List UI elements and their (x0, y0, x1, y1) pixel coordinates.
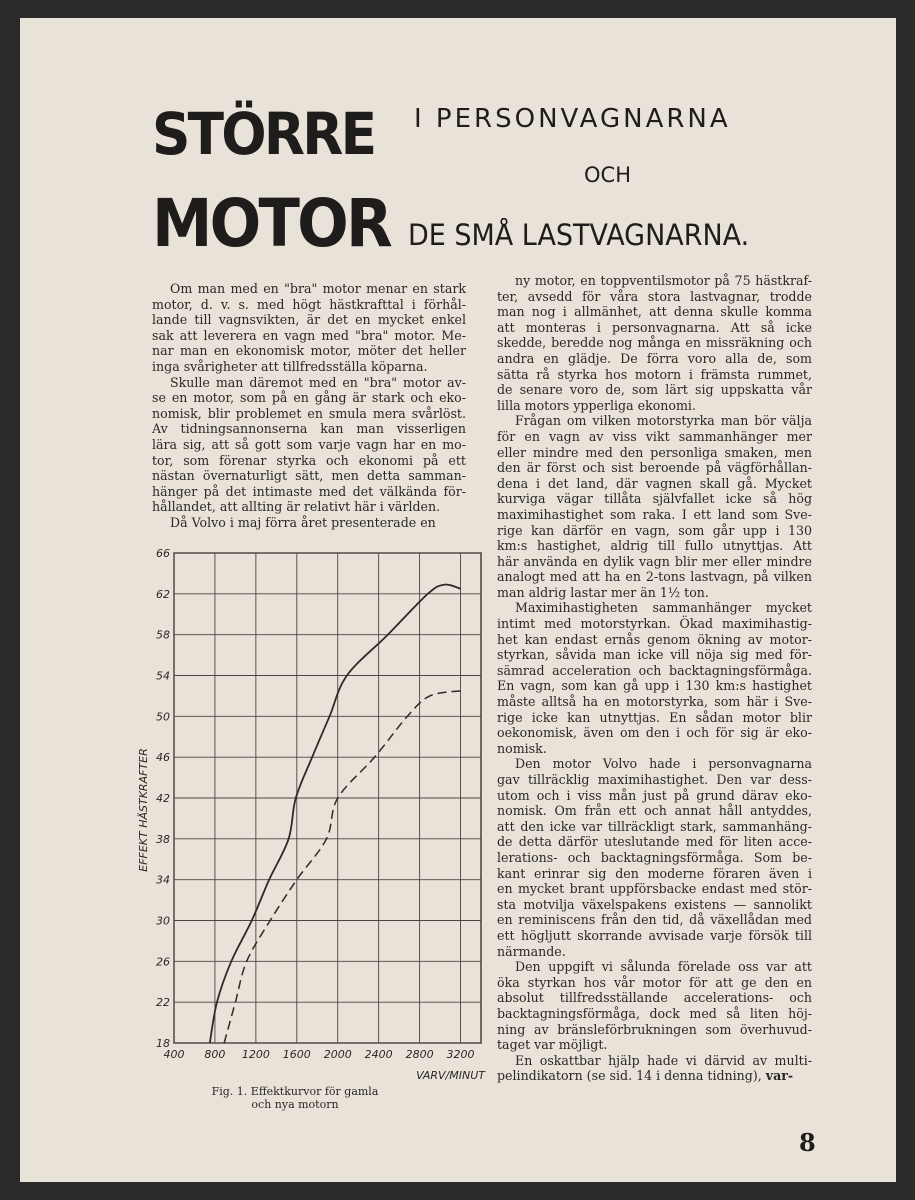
text-line: pelindikatorn (se sid. 14 i denna tidning), var- (497, 1068, 794, 1084)
text-line: tor, som förenar styrka och ekonomi på ett (152, 452, 466, 468)
text-line: rige kan därför en vagn, som går upp i 130 (497, 522, 812, 538)
text-line: Maximihastigheten sammanhänger mycket (515, 600, 812, 616)
headline-lastvagnarna: DE SMÅ LASTVAGNARNA. (408, 218, 750, 252)
y-tick-label: 30 (156, 914, 170, 928)
text-line: ning av bränsleförbrukningen som överhuvud- (497, 1021, 812, 1037)
text-line: lande till vagnsvikten, är det en mycket enkel (152, 312, 466, 328)
text-line: en reminiscens från den tid, då växellådan med (497, 912, 812, 928)
text-line: nästan övernaturligt sätt, men detta samman- (152, 468, 466, 484)
x-tick-label: 1600 (282, 1048, 311, 1061)
text-line: intimt med motorstyrkan. Ökad maximihastig- (497, 616, 812, 632)
text-line: nar man en ekonomisk motor, möter det heller (152, 343, 466, 359)
text-line: ett högljutt skorrande avvisade varje försök till (497, 927, 812, 943)
text-line: backtagningsförmåga, dock med så liten höj- (497, 1005, 812, 1021)
text-line: Skulle man däremot med en "bra" motor av- (170, 374, 466, 390)
text-line: man nog i allmänhet, att denna skulle komma (497, 304, 812, 320)
y-tick-label: 26 (156, 955, 170, 969)
y-tick-label: 18 (156, 1037, 170, 1050)
text-line: het kan endast ernås genom ökning av motor- (497, 631, 812, 647)
y-tick-label: 34 (156, 873, 170, 887)
headline-personvagnarna: I PERSONVAGNARNA (414, 104, 731, 134)
x-tick-label: 800 (204, 1048, 226, 1061)
text-line: oekonomisk, även om den i och för sig är eko- (497, 725, 812, 741)
x-tick-label: 2400 (364, 1048, 393, 1061)
text-line: inga svårigheter att tillfredsställa köparna. (152, 358, 428, 374)
text-line: andra en glädje. De förra voro alla de, som (497, 350, 812, 366)
text-line: Den motor Volvo hade i personvagnarna (515, 756, 812, 772)
text-line: den är först och sist beroende på vägförhållan- (497, 460, 812, 476)
text-line: motor, d. v. s. med högt hästkrafttal i förhål- (152, 296, 466, 312)
text-line: absolut tillfredsställande accelerations- och (497, 990, 812, 1006)
x-tick-label: 2800 (405, 1048, 434, 1061)
series-line-old-motor (224, 691, 460, 1043)
text-line: Av tidningsannonserna kan man visserligen (152, 421, 466, 437)
text-line: utom och i viss mån just på grund därav eko- (497, 787, 812, 803)
text-line: ter, avsedd för våra stora lastvagnar, trodde (497, 288, 812, 304)
text-line: En oskattbar hjälp hade vi därvid av multi- (515, 1052, 812, 1068)
text-line: lilla motors ypperliga ekonomi. (497, 397, 696, 413)
text-line: nomisk. (497, 740, 547, 756)
figure-caption (190, 1085, 400, 1111)
text-line: gav tillräcklig maximihastighet. Den var dess- (497, 772, 812, 787)
text-line: Frågan om vilken motorstyrka man bör välja (515, 413, 812, 429)
text-line: hänger på det intimaste med det välkända för- (152, 483, 466, 499)
y-tick-label: 22 (156, 996, 170, 1010)
y-tick-label: 42 (156, 792, 170, 805)
text-line: ny motor, en toppventilsmotor på 75 hästkraf- (515, 273, 812, 288)
text-line: de senare voro de, som lärt sig uppskatta vår (497, 382, 812, 398)
headline-motor: MOTOR (152, 185, 391, 262)
text-line: närmande. (497, 943, 566, 959)
x-tick-label: 400 (163, 1048, 185, 1061)
text-line: maximihastighet som raka. I ett land som Sve- (497, 506, 812, 522)
text-line: se en motor, som på en gång är stark och eko- (152, 390, 466, 406)
text-line: nomisk. Om från ett och annat håll antyddes, (497, 803, 812, 819)
text-line: en mycket brant uppförsbacke endast med stör- (497, 881, 812, 897)
page-number: 8 (799, 1128, 816, 1157)
text-line: lerations- och backtagningsförmåga. Som be- (497, 849, 812, 865)
text-line: sta motvilja växelspakens existens — sannolikt (497, 896, 812, 912)
text-line: lära sig, att så gott som varje vagn har en mo- (152, 436, 466, 452)
series-line-new-motor (210, 585, 461, 1043)
text-line: Då Volvo i maj förra året presenterade en (170, 514, 436, 530)
text-line: Om man med en "bra" motor menar en stark (170, 281, 466, 296)
text-line: analogt med att ha en 2-tons lastvagn, på vilken (497, 569, 812, 585)
headline-och: OCH (584, 163, 631, 187)
text-line: sak att leverera en vagn med "bra" motor. Me- (152, 327, 466, 343)
text-line: kurviga vägar tillåta självfallet icke så hög (497, 491, 812, 507)
text-line: km:s hastighet, aldrig till fullo utnyttjas. Att (497, 538, 812, 554)
caption-line-1: Fig. 1. Effektkurvor för gamla (211, 1085, 379, 1098)
text-line: nomisk, blir problemet en smula mera svårlöst. (152, 405, 466, 421)
x-axis-label: VARV/MINUT (416, 1069, 485, 1082)
text-line: måste alltså ha en motorstyrka, som här i Sve- (497, 694, 812, 710)
y-tick-label: 62 (156, 587, 170, 601)
x-tick-label: 1200 (241, 1048, 270, 1061)
text-line: för en vagn av viss vikt sammanhänger mer (497, 428, 812, 444)
text-line: rige icke kan utnyttjas. En sådan motor blir (497, 709, 812, 725)
text-line: att monteras i personvagnarna. Att så icke (497, 319, 812, 335)
bold-word: var- (765, 1068, 794, 1084)
text-line: sämrad acceleration och backtagningsförmåga. (497, 662, 812, 678)
text-line: kant erinrar sig den moderne föraren även i (497, 865, 812, 881)
caption-line-2: och nya motorn (251, 1098, 339, 1111)
y-axis-label: EFFEKT HÄSTKRAFTER (137, 748, 150, 872)
text-line: sätta rå styrka hos motorn i främsta rummet, (497, 366, 812, 382)
text-line: här använda en dylik vagn blir mer eller mindre (497, 553, 812, 569)
headline-storre: STÖRRE (152, 100, 375, 168)
text-line: eller mindre med den personliga smaken, men (497, 444, 812, 460)
y-tick-label: 50 (156, 710, 170, 724)
y-tick-label: 54 (156, 669, 170, 683)
text-line: En vagn, som kan gå upp i 130 km:s hastighet (497, 678, 812, 694)
y-tick-label: 58 (156, 628, 170, 642)
text-line: man aldrig lastar mer än 1½ ton. (497, 584, 709, 600)
text-line: dena i det land, där vagnen skall gå. Mycket (497, 475, 812, 491)
text-line: styrkan, såvida man icke vill nöja sig med för- (497, 647, 812, 663)
text-line: att den icke var tillräckligt stark, sammanhäng- (497, 818, 812, 834)
text-line: öka styrkan hos vår motor för att ge den en (497, 974, 812, 990)
y-tick-label: 46 (156, 751, 170, 765)
text-line: de detta därför uteslutande med för liten acce- (497, 834, 812, 850)
x-tick-label: 2000 (323, 1048, 352, 1061)
text-line: Den uppgift vi sålunda förelade oss var att (515, 959, 812, 975)
x-tick-label: 3200 (446, 1048, 475, 1061)
text-line: skedde, beredde nog många en missräkning och (497, 335, 812, 351)
y-tick-label: 66 (156, 547, 170, 560)
y-tick-label: 38 (156, 832, 170, 846)
text-line: taget var möjligt. (497, 1037, 608, 1053)
text-line: hållandet, att allting är relativt här i världen. (152, 499, 441, 515)
